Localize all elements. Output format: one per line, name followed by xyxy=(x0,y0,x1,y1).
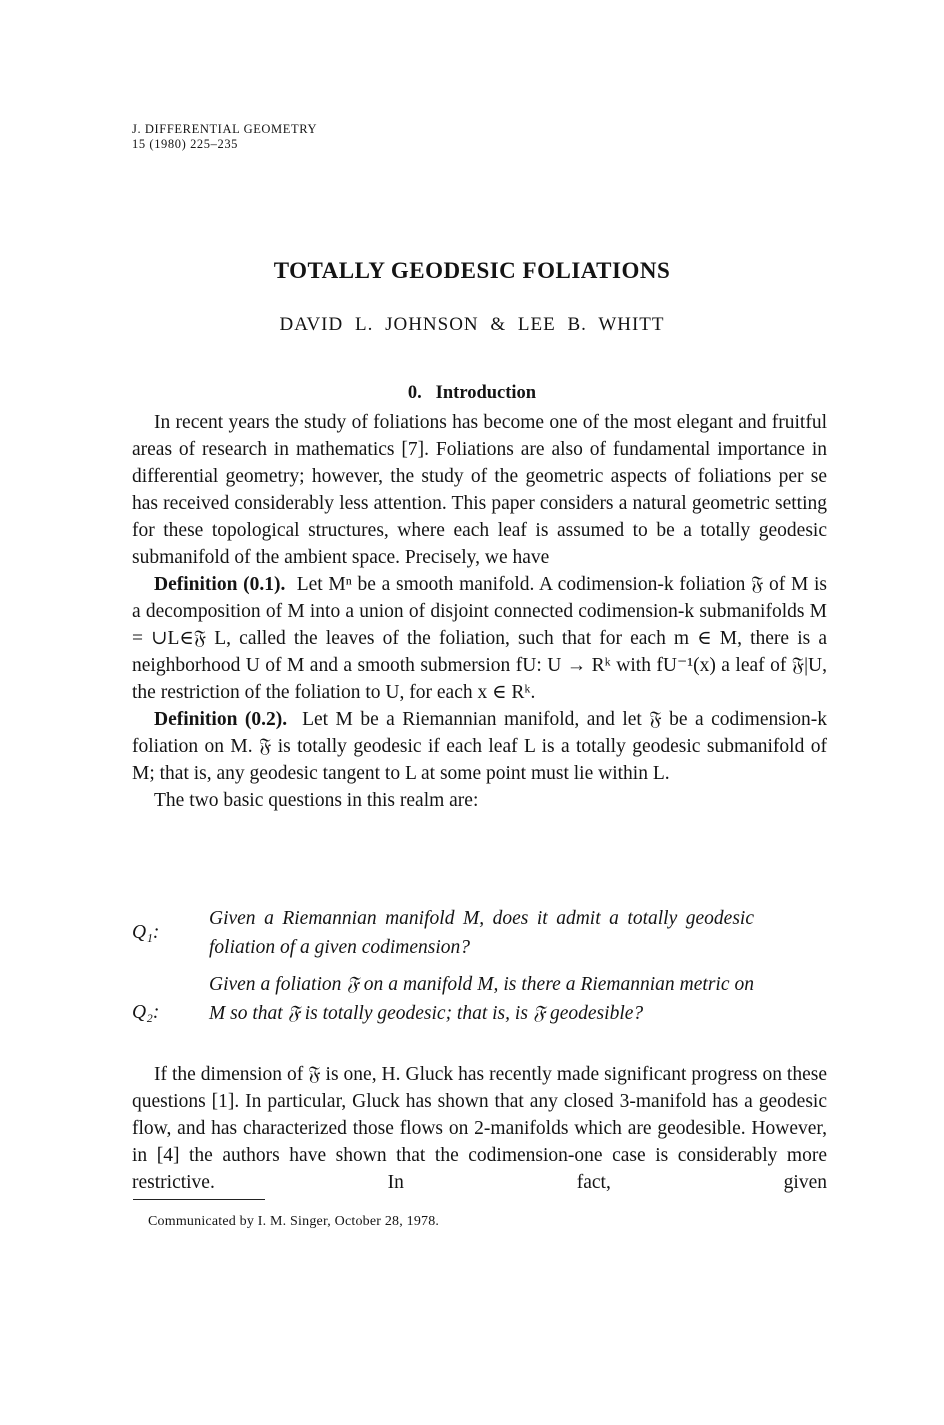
definition-0-2 xyxy=(132,706,827,787)
definition-0-1-label: Definition (0.1). xyxy=(154,574,286,595)
question-2 xyxy=(132,970,827,1060)
footnote: Communicated by I. M. Singer, October 28, 1978. xyxy=(148,1214,440,1229)
intro-block xyxy=(132,409,827,814)
paper-title: TOTALLY GEODESIC FOLIATIONS xyxy=(273,258,671,283)
journal-name: J. DIFFERENTIAL GEOMETRY xyxy=(132,122,318,136)
definition-0-2-text: Let M be a Riemannian manifold, and let 𝔉 be a codimension-k foliation on M. 𝔉 is totally geodesic if each leaf L is a totally geodesic submanifold of M; that is, any geodesic tangent to L at some point must lie within L. xyxy=(132,709,827,784)
question-1-text: Given a Riemannian manifold M, does it admit a totally geodesic foliation of a given codimension? xyxy=(209,908,754,958)
questions-intro: The two basic questions in this realm are: xyxy=(154,790,479,811)
section-title: Introduction xyxy=(435,383,537,403)
intro-paragraph: In recent years the study of foliations has become one of the most elegant and fruitful areas of research in mathematics [7]. Foliations are also of fundamental importance in differential geometry; however, the study of the geometric aspects of foliations per se has received considerably less attention. This paper considers a natural geometric setting for these topological structures, where each leaf is assumed to be a totally geodesic submanifold of the ambient space. Precisely, we have xyxy=(132,412,827,568)
journal-header xyxy=(132,122,317,152)
section-heading xyxy=(0,383,944,404)
question-2-text: Given a foliation 𝔉 on a manifold M, is there a Riemannian metric on M so that 𝔉 is totally geodesic; that is, is 𝔉 geodesible? xyxy=(209,974,754,1024)
definition-0-1 xyxy=(132,571,827,706)
journal-volume: 15 (1980) 225–235 xyxy=(132,137,239,151)
definition-0-1-text: Let Mⁿ be a smooth manifold. A codimension-k foliation 𝔉 of M is a decomposition of M into a union of disjoint connected codimension-k submanifolds M = ∪L∈𝔉 L, called the leaves of the foliation, such that for each m ∈ M, there is a neighborhood U of M and a smooth submersion fU: U → Rᵏ with fU⁻¹(x) a leaf of 𝔉|U, the restriction of the foliation to U, for each x ∈ Rᵏ. xyxy=(132,574,827,703)
definition-0-2-label: Definition (0.2). xyxy=(154,709,288,730)
question-1 xyxy=(132,904,827,964)
section-number: 0. xyxy=(407,383,422,403)
footnote-rule xyxy=(133,1199,265,1200)
final-paragraph: If the dimension of 𝔉 is one, H. Gluck has recently made significant progress on these questions [1]. In particular, Gluck has shown that any closed 3-manifold has a geodesic flow, and has characterized those flows on 2-manifolds which are geodesible. However, in [4] the authors have shown that the codimension-one case is considerably more restrictive. In fact, given xyxy=(132,1064,827,1193)
paper-authors: DAVID L. JOHNSON & LEE B. WHITT xyxy=(279,314,665,335)
question-2-label: Q₂: xyxy=(132,1002,160,1023)
question-1-label: Q₁: xyxy=(132,922,160,943)
final-block xyxy=(132,1061,827,1196)
